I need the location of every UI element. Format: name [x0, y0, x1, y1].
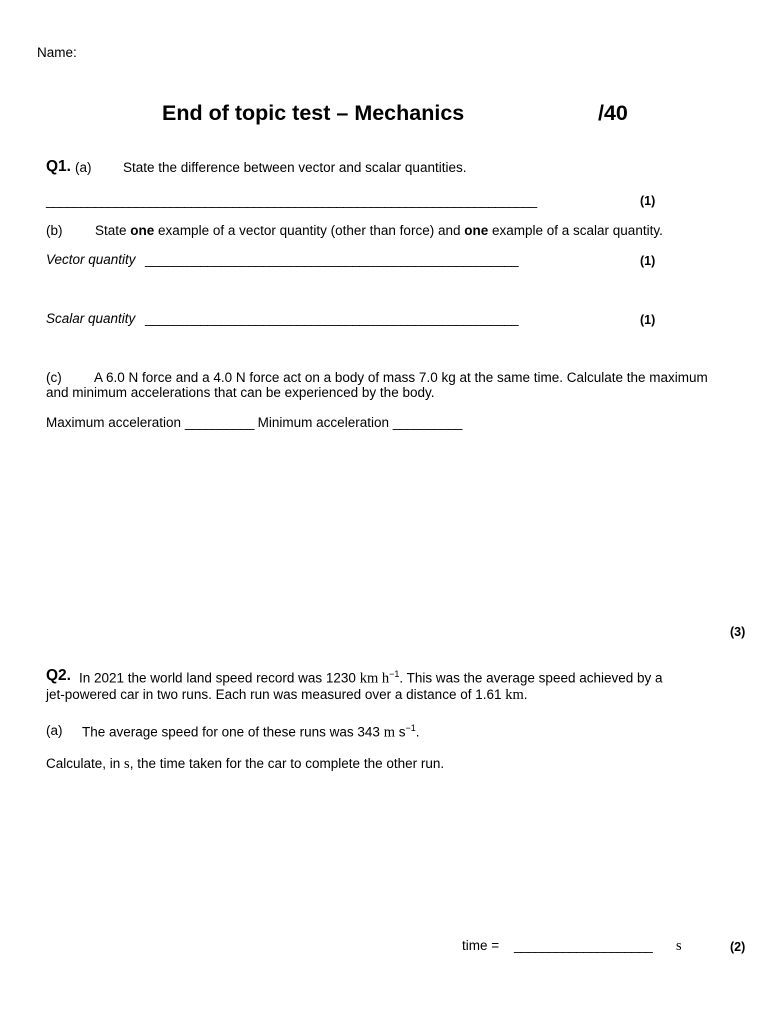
page-title: End of topic test – Mechanics: [162, 101, 465, 125]
q2-intro-line-1: In 2021 the world land speed record was 1230 km $h^{-1}$. This was the average speed achieved by a: [79, 669, 663, 687]
vector-quantity-marks: (1): [640, 254, 656, 268]
q1a-label: (a): [75, 160, 92, 175]
total-marks: /40: [598, 101, 628, 125]
q1b-label: (b): [46, 223, 63, 238]
time-answer-unit: s: [676, 938, 682, 954]
question-1-number: Q1.: [46, 158, 71, 175]
name-label: Name:: [37, 45, 77, 60]
q1a-answer-line[interactable]: _______________________________________________________________________: [46, 193, 537, 208]
q1c-prompt-line-2: and minimum accelerations that can be experienced by the body.: [46, 385, 435, 400]
time-answer-line[interactable]: ____________________: [514, 938, 653, 953]
min-acceleration-answer-line[interactable]: __________: [392, 415, 462, 430]
max-acceleration-answer-line[interactable]: __________: [184, 415, 254, 430]
vector-quantity-answer-line[interactable]: ______________________________________________________: [145, 252, 519, 267]
q2a-label: (a): [46, 723, 63, 738]
question-2-number: Q2.: [46, 667, 71, 684]
q1a-prompt: State the difference between vector and scalar quantities.: [123, 160, 467, 175]
q1c-prompt-line-1: A 6.0 N force and a 4.0 N force act on a body of mass 7.0 kg at the same time. Calculate the maximum: [94, 370, 708, 385]
q2a-marks: (2): [730, 940, 746, 954]
min-acceleration-label: Minimum acceleration: [257, 415, 389, 430]
scalar-quantity-label: Scalar quantity: [46, 311, 136, 326]
vector-quantity-label: Vector quantity: [46, 252, 136, 267]
q2a-calculate-instruction: Calculate, in s, the time taken for the car to complete the other run.: [46, 756, 445, 772]
q2-intro-line-2: jet-powered car in two runs. Each run was measured over a distance of 1.61 km.: [46, 687, 528, 703]
scalar-quantity-answer-line[interactable]: ______________________________________________________: [145, 311, 519, 326]
q1b-prompt: State one example of a vector quantity (other than force) and one example of a scalar quantity.: [95, 223, 663, 238]
time-answer-label: time =: [462, 938, 500, 953]
max-acceleration-label: Maximum acceleration: [46, 415, 182, 430]
max-acceleration-row: [46, 415, 462, 430]
q1a-marks: (1): [640, 194, 656, 208]
q2a-prompt: The average speed for one of these runs was 343 m $s^{-1}$.: [82, 723, 420, 741]
q1c-marks: (3): [730, 625, 746, 639]
q1c-label: (c): [46, 370, 62, 385]
scalar-quantity-marks: (1): [640, 313, 656, 327]
